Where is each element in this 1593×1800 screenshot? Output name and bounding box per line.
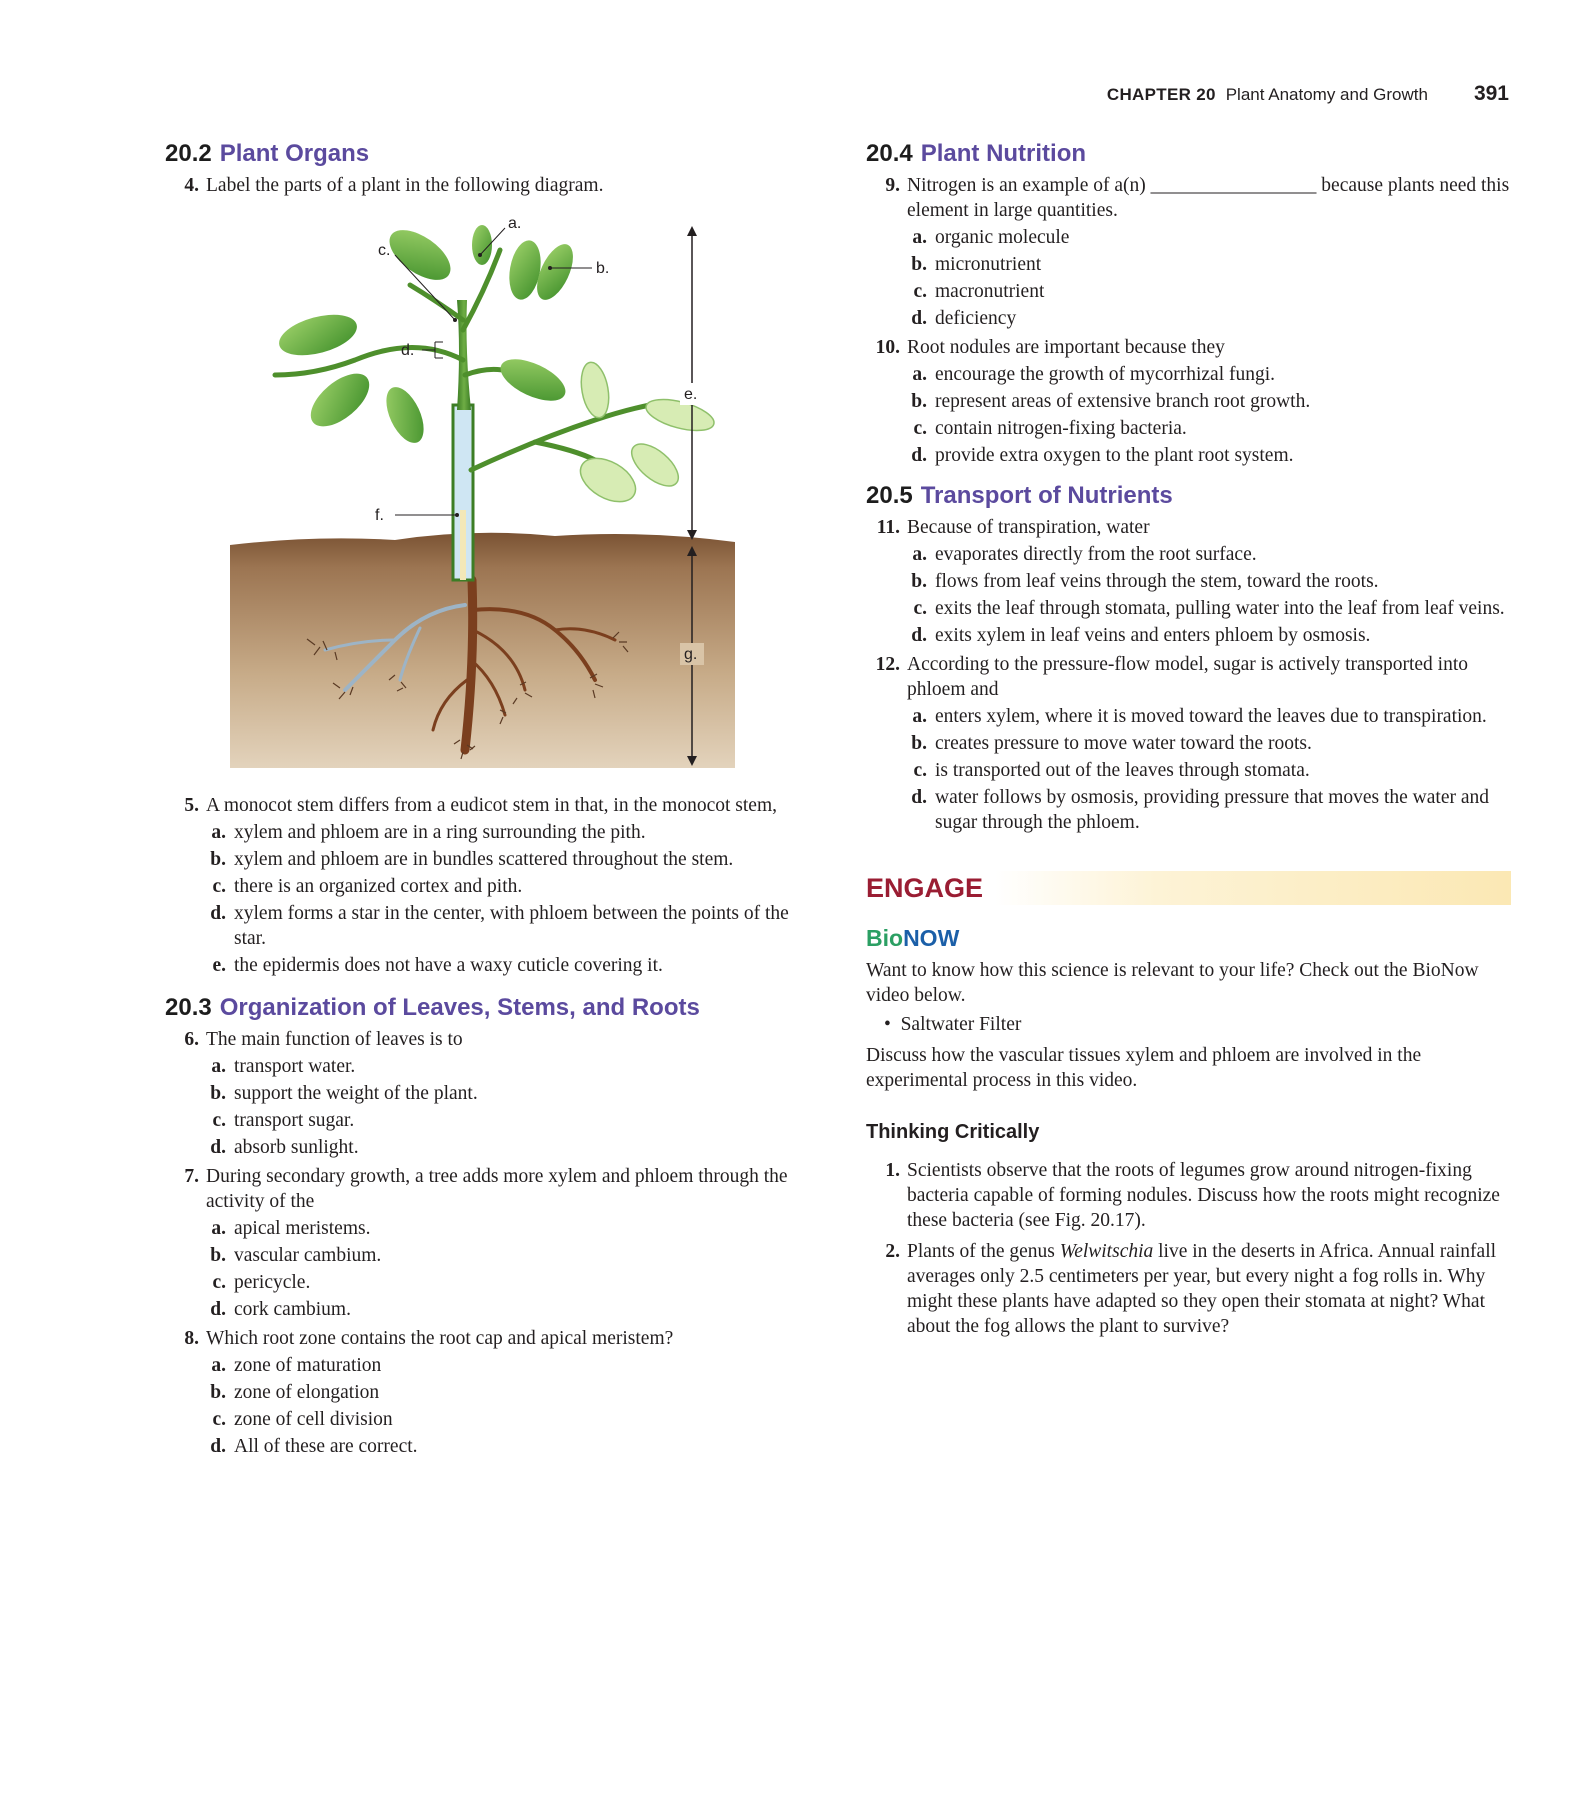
bionow-video-item[interactable]: • Saltwater Filter — [884, 1013, 1022, 1035]
critical-question-1: 1. Scientists observe that the roots of legumes grow around nitrogen-fixing bacteria capable of forming nodules. Discuss how the roots might recognize these bacteria (see Fig. 20.17). — [885, 1159, 1500, 1231]
question-8: 8. Which root zone contains the root cap and apical meristem? a. zone of maturation b. zone of elongation c. zone of cell division d. All of these are correct. — [165, 1326, 805, 1459]
option: c. exits the leaf through stomata, pulling water into the leaf from leaf veins. — [913, 597, 1505, 619]
option: a. xylem and phloem are in a ring surrounding the pith. — [211, 821, 646, 843]
option: d. absorb sunlight. — [210, 1136, 359, 1158]
option: a. apical meristems. — [211, 1217, 371, 1239]
label-g: g. — [684, 645, 698, 663]
option: a. evaporates directly from the root surface. — [912, 543, 1257, 565]
option: d. cork cambium. — [210, 1298, 351, 1320]
option: c. macronutrient — [913, 280, 1045, 302]
question-5: 5. A monocot stem differs from a eudicot stem in that, in the monocot stem, a. xylem and phloem are in a ring surrounding the pith. b. xylem and phloem are in bundles scattered throughout the stem. c. there is an organized cortex and pith. d. xylem forms a star in the center, with phloem between the points of the star. e. the epidermis does not have a waxy cuticle covering it. — [165, 793, 805, 978]
option: b. represent areas of extensive branch root growth. — [911, 390, 1311, 412]
option: d. exits xylem in leaf veins and enters phloem by osmosis. — [911, 624, 1371, 646]
option: c. contain nitrogen-fixing bacteria. — [913, 417, 1187, 439]
section-heading: 20.4 Plant Nutrition — [866, 140, 1087, 167]
question-4: 4. Label the parts of a plant in the following diagram. — [184, 174, 604, 196]
option: c. zone of cell division — [212, 1408, 393, 1430]
engage-banner — [866, 871, 1511, 905]
left-column — [165, 140, 805, 1459]
bionow-discuss: Discuss how the vascular tissues xylem and phloem are involved in the experimental process in this video. — [866, 1044, 1422, 1091]
question-9: 9. Nitrogen is an example of a(n) _________________ because plants need this element in large quantities. a. organic molecule b. micronutrient c. macronutrient d. deficiency — [885, 174, 1510, 329]
option: c. pericycle. — [212, 1271, 311, 1293]
option: d. All of these are correct. — [210, 1435, 418, 1457]
label-f: f. — [375, 506, 384, 524]
engage-heading: ENGAGE — [866, 872, 984, 903]
option: d. xylem forms a star in the center, with phloem between the points of the star. — [210, 902, 789, 949]
option: b. xylem and phloem are in bundles scattered throughout the stem. — [210, 848, 734, 870]
bionow-intro: Want to know how this science is relevant to your life? Check out the BioNow video below. — [866, 959, 1479, 1006]
option: a. organic molecule — [912, 226, 1070, 248]
option: a. zone of maturation — [211, 1354, 382, 1376]
option: d. deficiency — [911, 307, 1017, 329]
soil — [230, 533, 735, 768]
label-b: b. — [596, 259, 610, 277]
option: b. flows from leaf veins through the stem, toward the roots. — [911, 570, 1379, 592]
label-a: a. — [508, 214, 522, 232]
chapter-title: Plant Anatomy and Growth — [1225, 85, 1428, 104]
chapter-number: CHAPTER 20 — [1106, 85, 1216, 104]
thinking-critically-heading: Thinking Critically — [866, 1120, 1040, 1143]
question-12: 12. According to the pressure-flow model, sugar is actively transported into phloem and a. enters xylem, where it is moved toward the leaves due to transpiration. b. creates pressure to move water toward the roots. c. is transported out of the leaves through stomata. d. water follows by osmosis, providing pressure that moves the water and sugar through the phloem. — [866, 652, 1511, 835]
label-e: e. — [684, 385, 698, 403]
option: a. enters xylem, where it is moved toward the leaves due to transpiration. — [912, 705, 1487, 727]
option: e. the epidermis does not have a waxy cuticle covering it. — [212, 954, 663, 976]
page-number: 391 — [1473, 82, 1509, 105]
option: b. support the weight of the plant. — [210, 1082, 478, 1104]
option: d. provide extra oxygen to the plant root system. — [911, 444, 1294, 466]
critical-question-2: 2. Plants of the genus Welwitschia live in the deserts in Africa. Annual rainfall averages only 2.5 centimeters per year, but every night a fog rolls in. Why might these plants have adapted so they open their stomata at night? What about the fog allows the plant to survive? — [885, 1240, 1497, 1337]
option: b. vascular cambium. — [210, 1244, 382, 1266]
plant-diagram — [195, 210, 785, 785]
option: b. micronutrient — [911, 253, 1042, 275]
option: a. encourage the growth of mycorrhizal fungi. — [912, 363, 1276, 385]
label-d: d. — [401, 341, 415, 359]
section-heading: 20.2 Plant Organs — [165, 140, 370, 167]
section-heading: 20.5 Transport of Nutrients — [866, 481, 1173, 509]
option: c. there is an organized cortex and pith. — [212, 875, 523, 897]
label-c: c. — [378, 241, 391, 259]
option: c. transport sugar. — [212, 1109, 355, 1131]
bionow-heading: BioNOW — [866, 924, 960, 951]
right-column — [866, 140, 1511, 1339]
question-6: 6. The main function of leaves is to a. transport water. b. support the weight of the plant. c. transport sugar. d. absorb sunlight. — [165, 1027, 805, 1160]
option: c. is transported out of the leaves through stomata. — [913, 759, 1310, 781]
question-7: 7. During secondary growth, a tree adds more xylem and phloem through the activity of the a. apical meristems. b. vascular cambium. c. pericycle. d. cork cambium. — [165, 1164, 805, 1322]
option: a. transport water. — [211, 1055, 356, 1077]
option: b. zone of elongation — [210, 1381, 380, 1403]
option: d. water follows by osmosis, providing pressure that moves the water and sugar through the phloem. — [911, 786, 1490, 833]
bullet-icon: • — [884, 1013, 901, 1035]
question-11: 11. Because of transpiration, water a. evaporates directly from the root surface. b. flows from leaf veins through the stem, toward the roots. c. exits the leaf through stomata, pulling water into the leaf from leaf veins. d. exits xylem in leaf veins and enters phloem by osmosis. — [866, 515, 1511, 648]
running-head — [1107, 82, 1509, 106]
option: b. creates pressure to move water toward the roots. — [911, 732, 1312, 754]
question-10: 10. Root nodules are important because they a. encourage the growth of mycorrhizal fungi. b. represent areas of extensive branch root growth. c. contain nitrogen-fixing bacteria. d. provide extra oxygen to the plant root system. — [866, 335, 1511, 468]
section-heading: 20.3 Organization of Leaves, Stems, and Roots — [165, 993, 700, 1021]
